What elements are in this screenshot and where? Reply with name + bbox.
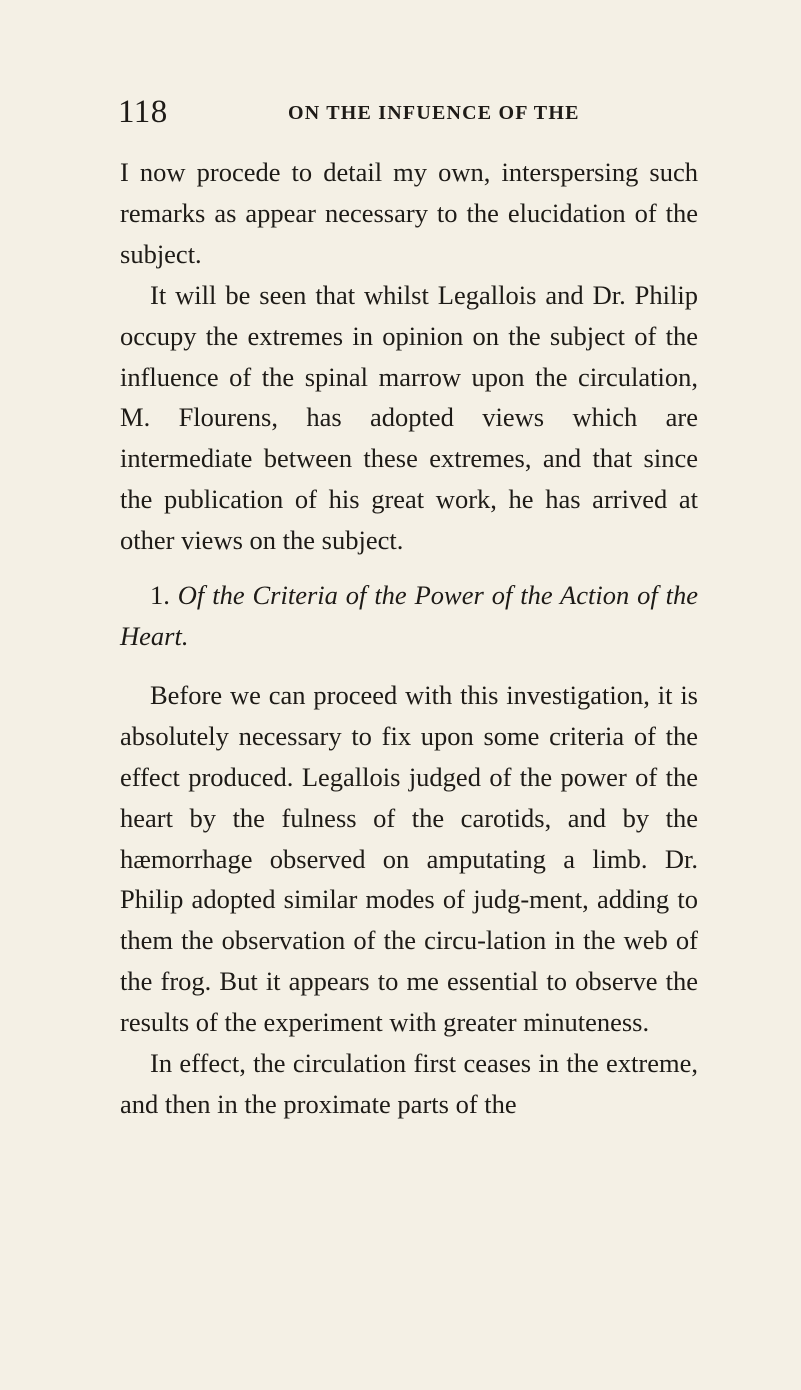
running-head: ON THE INFUENCE OF THE <box>288 102 580 124</box>
section-title: Of the Criteria of the Power of the Action of the Heart. <box>120 580 699 651</box>
page-number: 118 <box>118 94 168 130</box>
paragraph-2: It will be seen that whilst Legallois and Dr. Philip occupy the extremes in opinion on the subject of the influence of the spinal marrow upon the circulation, M. Flourens, has adopted views which are intermediate between these extremes, and that since the publication of his great work, he has arrived at other views on the subject. <box>120 279 698 556</box>
paragraph-4: In effect, the circulation first ceases in the extreme, and then in the proximate parts of the <box>120 1048 698 1119</box>
section-number: 1. <box>150 580 170 611</box>
body-text <box>120 152 698 1125</box>
paragraph-1: I now procede to detail my own, interspersing such remarks as appear necessary to the elucidation of the subject. <box>120 157 698 269</box>
paragraph-3: Before we can proceed with this investigation, it is absolutely necessary to fix upon some criteria of the effect produced. Legallois judged of the power of the heart by the fulness of the carotids, and by the hæmorrhage observed on amputating a limb. Dr. Philip adopted similar modes of judg-ment, adding to them the observation of the circu-lation in the web of the frog. But it appears to me essential to observe the results of the experiment with greater minuteness. <box>120 679 698 1038</box>
page-header <box>118 92 694 132</box>
section-heading <box>120 575 698 657</box>
